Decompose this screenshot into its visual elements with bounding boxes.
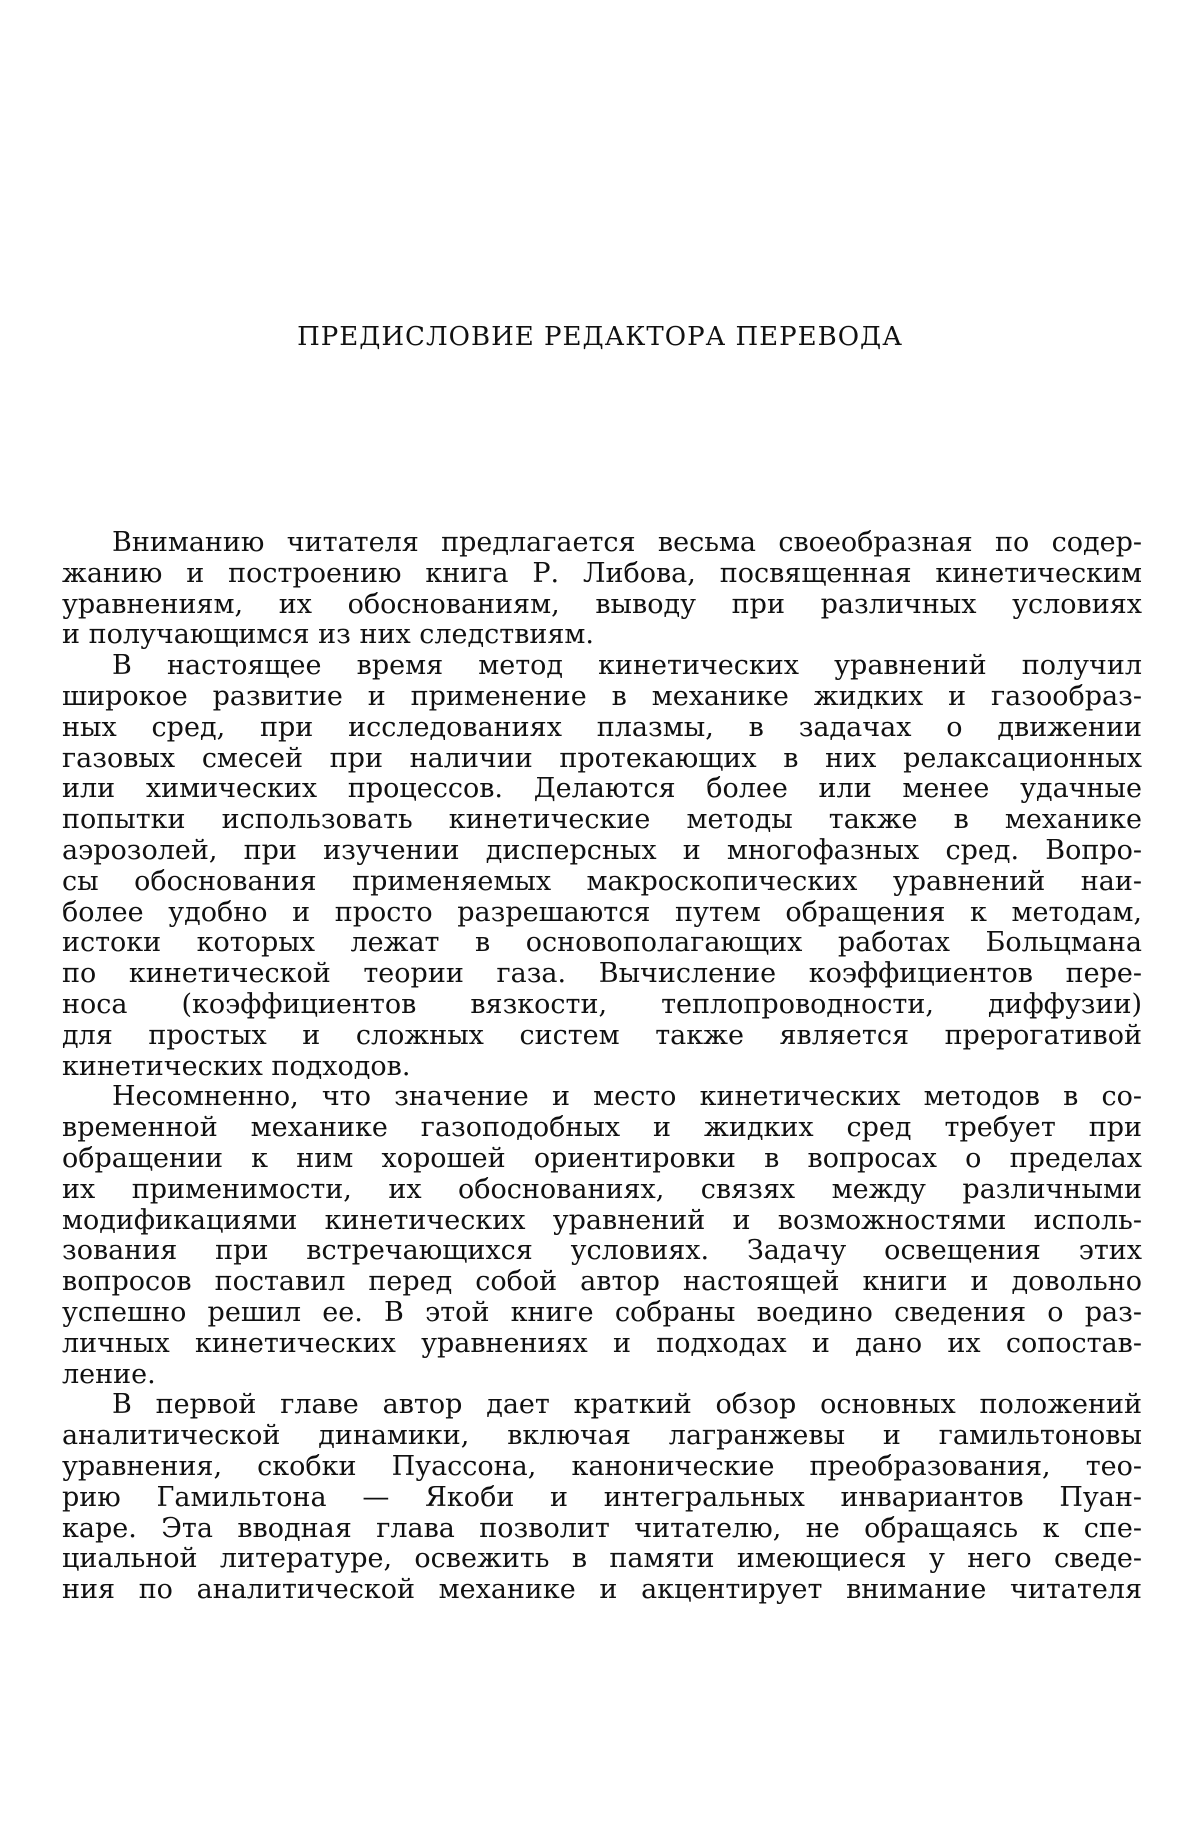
text-line: для простых и сложных систем также является прерогативой	[62, 1020, 1142, 1051]
text-line: уравнения, скобки Пуассона, канонические преобразования, тео-	[62, 1451, 1142, 1482]
text-line: обращении к ним хорошей ориентировки в вопросах о пределах	[62, 1143, 1142, 1174]
text-line: временной механике газоподобных и жидких сред требует при	[62, 1113, 1142, 1144]
text-line: В первой главе автор дает краткий обзор основных положений	[112, 1390, 1142, 1421]
text-line: вопросов поставил перед собой автор настоящей книги и довольно	[62, 1267, 1142, 1298]
body-text	[62, 528, 1142, 1606]
text-line: сы обоснования применяемых макроскопических уравнений наи-	[62, 866, 1142, 897]
text-line: истоки которых лежат в основополагающих работах Больцмана	[62, 928, 1142, 959]
text-line: по кинетической теории газа. Вычисление коэффициентов пере-	[62, 959, 1142, 990]
text-line: каре. Эта вводная глава позволит читателю, не обращаясь к спе-	[62, 1513, 1142, 1544]
text-line: уравнениям, их обоснованиям, выводу при различных условиях	[62, 589, 1142, 620]
text-line: широкое развитие и применение в механике жидких и газообраз-	[62, 681, 1142, 712]
text-line: носа (коэффициентов вязкости, теплопроводности, диффузии)	[62, 989, 1142, 1020]
text-line: более удобно и просто разрешаются путем обращения к методам,	[62, 897, 1142, 928]
text-line: ных сред, при исследованиях плазмы, в задачах о движении	[62, 712, 1142, 743]
text-line: Вниманию читателя предлагается весьма своеобразная по содер-	[112, 528, 1142, 558]
text-line: их применимости, их обоснованиях, связях между различными	[62, 1174, 1142, 1205]
text-line: циальной литературе, освежить в памяти имеющиеся у него сведе-	[62, 1544, 1142, 1575]
text-line: ление.	[62, 1359, 156, 1390]
text-line: ния по аналитической механике и акцентирует внимание читателя	[62, 1575, 1142, 1606]
text-line: аналитической динамики, включая лагранжевы и гамильтоновы	[62, 1421, 1142, 1452]
page-title: ПРЕДИСЛОВИЕ РЕДАКТОРА ПЕРЕВОДА	[297, 322, 903, 352]
text-line: успешно решил ее. В этой книге собраны воедино сведения о раз-	[62, 1297, 1142, 1328]
text-line: попытки использовать кинетические методы также в механике	[62, 805, 1142, 836]
text-line: Несомненно, что значение и место кинетических методов в со-	[112, 1082, 1142, 1113]
text-line: и получающимся из них следствиям.	[62, 620, 595, 651]
text-line: газовых смесей при наличии протекающих в них релаксационных	[62, 743, 1142, 774]
text-line: или химических процессов. Делаются более или менее удачные	[62, 774, 1142, 805]
text-line: жанию и построению книга Р. Либова, посвященная кинетическим	[62, 558, 1142, 589]
text-line: личных кинетических уравнениях и подходах и дано их сопостав-	[62, 1328, 1142, 1359]
text-line: кинетических подходов.	[62, 1051, 411, 1082]
text-line: модификациями кинетических уравнений и возможностями исполь-	[62, 1205, 1142, 1236]
text-line: рию Гамильтона — Якоби и интегральных инвариантов Пуан-	[62, 1482, 1142, 1513]
text-line: В настоящее время метод кинетических уравнений получил	[112, 651, 1142, 682]
text-line: аэрозолей, при изучении дисперсных и многофазных сред. Вопро-	[62, 835, 1142, 866]
text-line: зования при встречающихся условиях. Задачу освещения этих	[62, 1236, 1142, 1267]
